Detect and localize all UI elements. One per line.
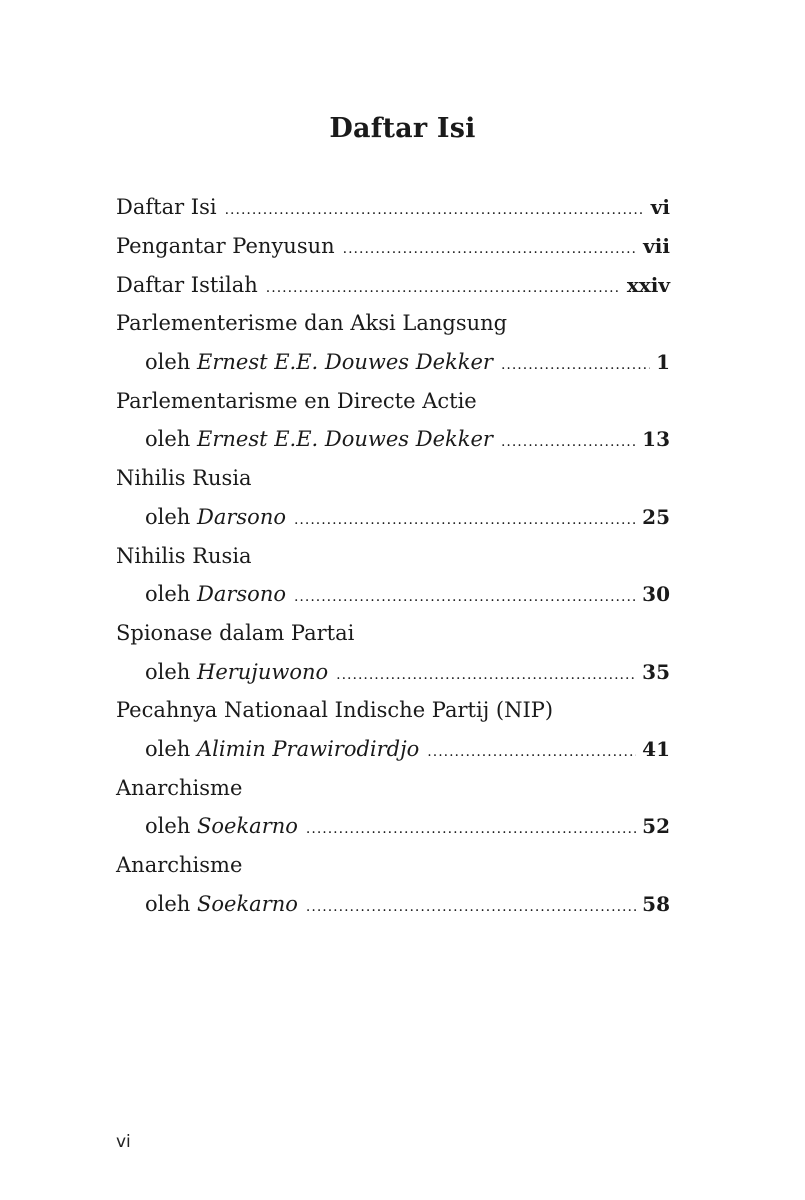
toc-entry-title: Pengantar Penyusun (116, 234, 335, 259)
toc-entry-title: Spionase dalam Partai (116, 620, 355, 645)
byline-author: Ernest E.E. Douwes Dekker (197, 350, 493, 375)
toc-heading (116, 381, 670, 420)
toc-entry-title: Parlementarisme en Directe Actie (116, 388, 477, 413)
toc-page-number: vi (650, 195, 670, 220)
toc-entry-title: Nihilis Rusia (116, 466, 252, 491)
dot-leader (306, 821, 636, 837)
toc-entry (116, 498, 670, 537)
byline-author: Ernest E.E. Douwes Dekker (197, 427, 493, 452)
toc-entry (116, 575, 670, 614)
toc-entry (116, 265, 670, 304)
toc-entry (116, 227, 670, 266)
toc-page-number: 58 (642, 891, 670, 916)
toc-page-number: 52 (642, 814, 670, 839)
byline-prefix: oleh (145, 427, 191, 452)
page-title: Daftar Isi (329, 113, 476, 144)
toc-entry-title: Daftar Istilah (116, 272, 258, 297)
toc-entry (116, 730, 670, 769)
dot-leader (501, 357, 650, 373)
dot-leader (343, 241, 638, 257)
toc-heading (116, 459, 670, 498)
toc-page-number: 25 (642, 504, 670, 529)
dot-leader (294, 512, 636, 528)
toc-page-number: 1 (656, 350, 670, 375)
dot-leader (266, 280, 621, 296)
byline-author: Herujuwono (197, 659, 329, 684)
toc-entry (116, 188, 670, 227)
byline-prefix: oleh (145, 582, 191, 607)
dot-leader (336, 667, 636, 683)
byline-prefix: oleh (145, 350, 191, 375)
toc-byline (145, 582, 286, 606)
toc-entry-title: Nihilis Rusia (116, 543, 252, 568)
table-of-contents (116, 188, 670, 923)
toc-byline (145, 892, 298, 916)
toc-entry-title: Pecahnya Nationaal Indische Partij (NIP) (116, 698, 554, 723)
toc-heading (116, 614, 670, 653)
toc-entry-title: Daftar Isi (116, 195, 217, 220)
byline-prefix: oleh (145, 504, 191, 529)
dot-leader (225, 202, 645, 218)
byline-author: Soekarno (197, 814, 298, 839)
toc-page-number: 35 (642, 659, 670, 684)
toc-entry (116, 884, 670, 923)
toc-byline (145, 737, 419, 761)
toc-entry-title: Anarchisme (116, 775, 243, 800)
byline-author: Soekarno (197, 891, 298, 916)
toc-heading (116, 536, 670, 575)
dot-leader (501, 434, 636, 450)
page-number-footer: vi (116, 1132, 131, 1152)
toc-heading (116, 846, 670, 885)
byline-prefix: oleh (145, 891, 191, 916)
dot-leader (427, 744, 636, 760)
dot-leader (294, 589, 636, 605)
toc-byline (145, 660, 328, 684)
byline-author: Darsono (197, 504, 286, 529)
toc-page-number: 41 (642, 736, 670, 761)
toc-page-number: vii (643, 234, 670, 259)
byline-prefix: oleh (145, 659, 191, 684)
toc-byline (145, 505, 286, 529)
toc-heading (116, 691, 670, 730)
toc-entry (116, 420, 670, 459)
byline-prefix: oleh (145, 814, 191, 839)
toc-heading (116, 768, 670, 807)
byline-prefix: oleh (145, 736, 191, 761)
toc-byline (145, 427, 493, 451)
toc-entry (116, 343, 670, 382)
byline-author: Darsono (197, 582, 286, 607)
toc-page-number: xxiv (626, 272, 670, 297)
byline-author: Alimin Prawirodirdjo (197, 736, 420, 761)
toc-entry-title: Parlementerisme dan Aksi Langsung (116, 311, 508, 336)
toc-entry (116, 807, 670, 846)
toc-entry (116, 652, 670, 691)
toc-entry-title: Anarchisme (116, 853, 243, 878)
toc-byline (145, 350, 493, 374)
dot-leader (306, 899, 636, 915)
toc-byline (145, 814, 298, 838)
toc-page-number: 30 (642, 582, 670, 607)
toc-heading (116, 304, 670, 343)
toc-page-number: 13 (642, 427, 670, 452)
